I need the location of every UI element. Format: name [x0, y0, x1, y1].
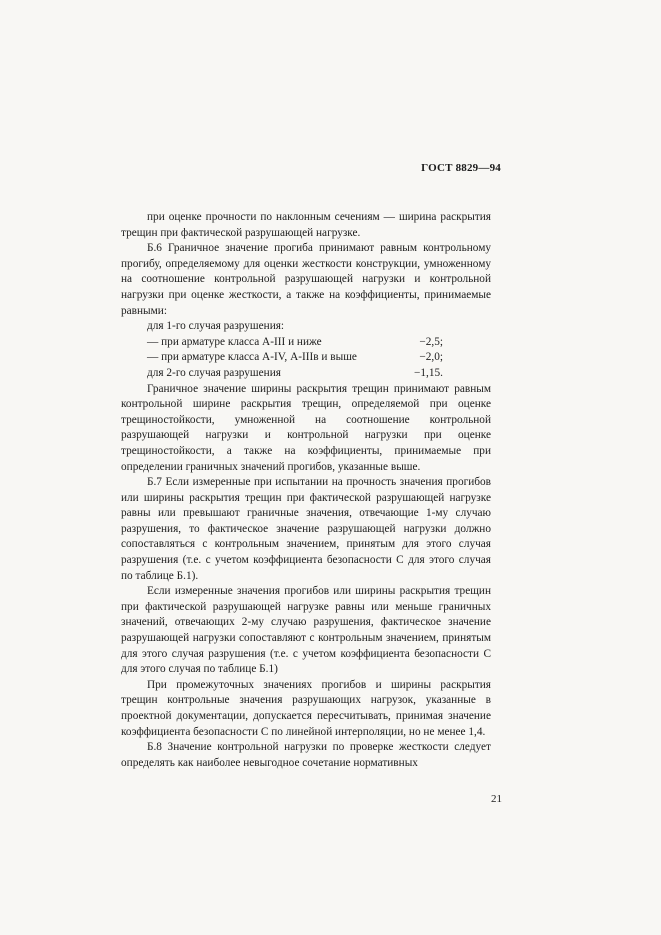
paragraph: Если измеренные значения прогибов или ширины раскрытия трещин при фактической разрушающей нагрузке равны или меньше граничных значений, отвечающих 2-му случаю разрушения, фактическое значение разрушающей нагрузки сопоставляют с контрольным значением, принятым для этого случая разрушения (т.е. с учетом коэффициента безопасности С для этого случая по таблице Б.1): [121, 585, 491, 676]
paragraph: Граничное значение ширины раскрытия трещин принимают равным контрольной ширине раскрытия трещин, определяемой при оценке трещиностойкости, умноженной на соотношение контрольной разрушающей нагрузки и контрольной нагрузки при оценке трещиностойкости, а также на коэффициенты, принимаемые при определении граничных значений прогибов, указанные выше.: [121, 382, 491, 473]
coefficient-label: для 2-го случая разрушения: [147, 366, 281, 379]
coefficient-row: [121, 350, 491, 366]
paragraph-b8: Б.8 Значение контрольной нагрузки по проверке жесткости следует определять как наиболее невыгодное сочетание нормативных: [121, 741, 491, 769]
paragraph-b6: Б.6 Граничное значение прогиба принимают равным контрольному прогибу, определяемому для оценки жесткости конструкции, умноженному на соотношение контрольной разрушающей нагрузки и контрольной нагрузки при оценке жесткости, а также на коэффициенты, принимаемые равными:: [121, 242, 491, 317]
coefficient-label: — при арматуре класса А-III и ниже: [147, 335, 322, 348]
coefficient-row: [121, 366, 491, 382]
case1-intro: для 1-го случая разрушения:: [147, 320, 285, 333]
document-code: ГОСТ 8829—94: [421, 162, 501, 174]
paragraph-b7: Б.7 Если измеренные при испытании на прочность значения прогибов или ширины раскрытия трещин при фактической разрушающей нагрузке равны или превышают граничные значения, отвечающие 1-му случаю разрушения, то фактическое значение разрушающей нагрузки должно сопоставляться с контрольным значением, принятым для этого случая разрушения (т.е. с учетом коэффициента безопасности С для этого случая по таблице Б.1).: [121, 476, 491, 582]
paragraph: При промежуточных значениях прогибов и ширины раскрытия трещин контрольные значения разрушающих нагрузок, указанные в проектной документации, допускается пересчитывать, принимая значение коэффициента безопасности С по линейной интерполяции, но не менее 1,4.: [121, 678, 491, 738]
coefficient-value: −1,15.: [414, 366, 443, 379]
paragraph: при оценке прочности по наклонным сечениям — ширина раскрытия трещин при фактической разрушающей нагрузке.: [121, 211, 491, 239]
page-number: 21: [491, 793, 502, 805]
coefficient-row: [121, 335, 491, 351]
document-body: [121, 210, 491, 771]
coefficient-value: −2,5;: [419, 335, 443, 348]
coefficient-value: −2,0;: [419, 351, 443, 364]
coefficient-label: — при арматуре класса A-IV, А-IIIв и выше: [147, 351, 357, 364]
